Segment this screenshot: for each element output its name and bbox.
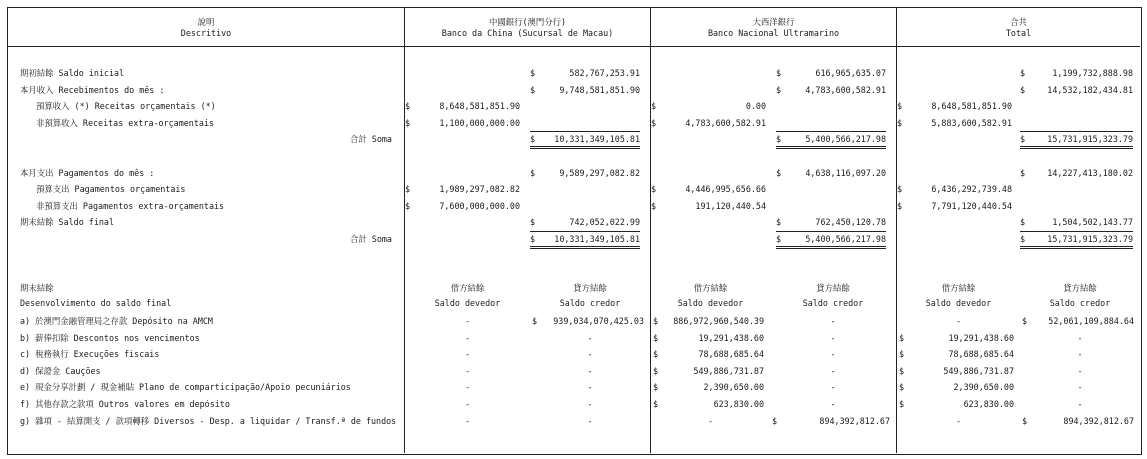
currency-symbol: $ — [897, 184, 903, 194]
dash-cell: - — [464, 382, 471, 392]
currency-symbol: $ — [1020, 168, 1026, 178]
currency-symbol: $ — [530, 217, 536, 227]
amount-cell: 52,061,109,884.64 — [1048, 316, 1134, 326]
column-divider — [896, 7, 897, 453]
dash-cell: - — [464, 349, 471, 359]
final-row-label: d) 保證金 Cauções — [20, 366, 101, 376]
currency-symbol: $ — [1020, 234, 1026, 244]
currency-symbol: $ — [653, 382, 659, 392]
dash-cell: - — [707, 416, 714, 426]
header-boc-zh: 中國銀行(澳門分行) — [488, 17, 567, 27]
currency-symbol: $ — [1020, 217, 1026, 227]
currency-symbol: $ — [651, 184, 657, 194]
dash-cell: - — [587, 349, 593, 359]
currency-symbol: $ — [1020, 68, 1026, 78]
dash-cell: - — [587, 399, 593, 409]
final-title-zh: 期末結餘 — [20, 283, 54, 293]
amount-cell: 8,648,581,851.90 — [931, 101, 1012, 111]
credor-header-zh: 貸方結餘 — [816, 283, 850, 293]
dash-cell: - — [955, 316, 962, 326]
header-descritivo-zh: 說明 — [197, 17, 215, 27]
dash-cell: - — [464, 333, 471, 343]
currency-symbol: $ — [653, 349, 659, 359]
amount-cell: 894,392,812.67 — [819, 416, 890, 426]
currency-symbol: $ — [1022, 316, 1028, 326]
currency-symbol: $ — [405, 201, 411, 211]
currency-symbol: $ — [776, 85, 782, 95]
currency-symbol: $ — [899, 382, 905, 392]
currency-symbol: $ — [530, 168, 536, 178]
total-double-rule — [1020, 246, 1133, 249]
row-label: 合計 Soma — [350, 234, 392, 244]
amount-cell: 191,120,440.54 — [695, 201, 766, 211]
currency-symbol: $ — [1020, 85, 1026, 95]
final-row-label: g) 雜項 - 結算開支 / 款項轉移 Diversos - Desp. a liquidar / Transf.ª de fundos — [20, 416, 397, 426]
row-label: 本月支出 Pagamentos do mês : — [20, 168, 155, 178]
amount-cell: 78,688,685.64 — [948, 349, 1014, 359]
currency-symbol: $ — [530, 85, 536, 95]
header-divider — [7, 46, 1140, 47]
amount-cell: 4,638,116,097.20 — [805, 168, 886, 178]
header-bnu: Banco Nacional Ultramarino — [707, 28, 840, 38]
amount-cell: 7,791,120,440.54 — [931, 201, 1012, 211]
dash-cell: - — [830, 349, 836, 359]
subtotal-rule — [530, 131, 640, 132]
credor-header: Saldo credor — [1049, 298, 1111, 308]
currency-symbol: $ — [899, 333, 905, 343]
dash-cell: - — [464, 416, 471, 426]
total-double-rule — [1020, 146, 1133, 149]
dash-cell: - — [464, 399, 471, 409]
currency-symbol: $ — [897, 201, 903, 211]
row-label: 期初結餘 Saldo inicial — [20, 68, 125, 78]
devedor-header: Saldo devedor — [925, 298, 992, 308]
dash-cell: - — [587, 333, 593, 343]
total-double-rule — [776, 246, 886, 249]
amount-cell: 4,783,600,582.91 — [685, 118, 766, 128]
currency-symbol: $ — [1020, 134, 1026, 144]
dash-cell: - — [955, 416, 962, 426]
currency-symbol: $ — [405, 184, 411, 194]
subtotal-rule — [776, 131, 886, 132]
currency-symbol: $ — [899, 349, 905, 359]
header-bnu-zh: 大西洋銀行 — [752, 17, 795, 27]
amount-cell: 15,731,915,323.79 — [1047, 134, 1133, 144]
row-label: 預算支出 Pagamentos orçamentais — [36, 184, 186, 194]
currency-symbol: $ — [899, 399, 905, 409]
credor-header-zh: 貸方結餘 — [1063, 283, 1097, 293]
dash-cell: - — [830, 316, 836, 326]
total-double-rule — [530, 146, 640, 149]
currency-symbol: $ — [776, 134, 782, 144]
amount-cell: 15,731,915,323.79 — [1047, 234, 1133, 244]
credor-header-zh: 貸方結餘 — [573, 283, 607, 293]
amount-cell: 8,648,581,851.90 — [439, 101, 520, 111]
dash-cell: - — [464, 366, 471, 376]
currency-symbol: $ — [530, 234, 536, 244]
amount-cell: 14,227,413,180.02 — [1047, 168, 1133, 178]
total-double-rule — [530, 246, 640, 249]
currency-symbol: $ — [530, 134, 536, 144]
credor-header: Saldo credor — [559, 298, 621, 308]
amount-cell: 9,589,297,082.82 — [559, 168, 640, 178]
row-label: 本月收入 Recebimentos do mês : — [20, 85, 165, 95]
amount-cell: 5,400,566,217.98 — [805, 234, 886, 244]
currency-symbol: $ — [651, 118, 657, 128]
amount-cell: 762,450,120.78 — [815, 217, 886, 227]
amount-cell: 894,392,812.67 — [1063, 416, 1134, 426]
currency-symbol: $ — [532, 316, 538, 326]
dash-cell: - — [464, 316, 471, 326]
devedor-header: Saldo devedor — [677, 298, 744, 308]
currency-symbol: $ — [651, 101, 657, 111]
header-descritivo: Descritivo — [180, 28, 232, 38]
amount-cell: 6,436,292,739.48 — [931, 184, 1012, 194]
subtotal-rule — [776, 231, 886, 232]
final-row-label: e) 現金分享計劃 / 現金補貼 Plano de comparticipação/Apoio pecuniários — [20, 382, 351, 392]
header-total: Total — [1005, 28, 1032, 38]
credor-header: Saldo credor — [802, 298, 864, 308]
amount-cell: 623,830.00 — [713, 399, 764, 409]
amount-cell: 939,034,070,425.03 — [553, 316, 644, 326]
header-total-zh: 合共 — [1010, 17, 1027, 27]
amount-cell: 2,390,650.00 — [953, 382, 1014, 392]
header-boc: Banco da China (Sucursal de Macau) — [441, 28, 614, 38]
amount-cell: 582,767,253.91 — [569, 68, 640, 78]
amount-cell: 19,291,438.60 — [948, 333, 1014, 343]
amount-cell: 4,446,995,656.66 — [685, 184, 766, 194]
amount-cell: 1,989,297,082.82 — [439, 184, 520, 194]
amount-cell: 14,532,182,434.81 — [1047, 85, 1133, 95]
column-divider — [650, 7, 651, 453]
row-label: 期末結餘 Saldo final — [20, 217, 115, 227]
dash-cell: - — [1077, 399, 1083, 409]
amount-cell: 7,600,000,000.00 — [439, 201, 520, 211]
final-row-label: b) 薪俸扣除 Descontos nos vencimentos — [20, 333, 200, 343]
currency-symbol: $ — [776, 168, 782, 178]
currency-symbol: $ — [651, 201, 657, 211]
currency-symbol: $ — [776, 217, 782, 227]
amount-cell: 78,688,685.64 — [698, 349, 764, 359]
currency-symbol: $ — [530, 68, 536, 78]
dash-cell: - — [1077, 349, 1083, 359]
amount-cell: 1,100,000,000.00 — [439, 118, 520, 128]
dash-cell: - — [830, 399, 836, 409]
devedor-header-zh: 借方結餘 — [941, 283, 976, 293]
currency-symbol: $ — [899, 366, 905, 376]
amount-cell: 886,972,960,540.39 — [673, 316, 764, 326]
amount-cell: 623,830.00 — [963, 399, 1014, 409]
amount-cell: 549,886,731.87 — [943, 366, 1014, 376]
currency-symbol: $ — [897, 118, 903, 128]
devedor-header: Saldo devedor — [434, 298, 501, 308]
dash-cell: - — [830, 333, 836, 343]
subtotal-rule — [1020, 131, 1133, 132]
total-double-rule — [776, 146, 886, 149]
final-row-label: c) 稅務執行 Execuções fiscais — [20, 349, 160, 359]
devedor-header-zh: 借方結餘 — [693, 283, 728, 293]
amount-cell: 9,748,581,851.90 — [559, 85, 640, 95]
amount-cell: 616,965,635.07 — [815, 68, 886, 78]
currency-symbol: $ — [776, 68, 782, 78]
currency-symbol: $ — [653, 333, 659, 343]
dash-cell: - — [587, 416, 593, 426]
amount-cell: 10,331,349,105.81 — [554, 134, 640, 144]
dash-cell: - — [830, 382, 836, 392]
dash-cell: - — [1077, 382, 1083, 392]
final-row-label: f) 其他存款之款項 Outros valores em depósito — [20, 399, 230, 409]
currency-symbol: $ — [776, 234, 782, 244]
currency-symbol: $ — [1022, 416, 1028, 426]
dash-cell: - — [1077, 366, 1083, 376]
amount-cell: 1,504,502,143.77 — [1052, 217, 1133, 227]
devedor-header-zh: 借方結餘 — [450, 283, 485, 293]
currency-symbol: $ — [897, 101, 903, 111]
dash-cell: - — [830, 366, 836, 376]
currency-symbol: $ — [772, 416, 778, 426]
amount-cell: 1,199,732,888.98 — [1052, 68, 1133, 78]
dash-cell: - — [587, 366, 593, 376]
subtotal-rule — [530, 231, 640, 232]
amount-cell: 742,052,022.99 — [569, 217, 640, 227]
amount-cell: 549,886,731.87 — [693, 366, 764, 376]
row-label: 非預算收入 Receitas extra-orçamentais — [36, 118, 215, 128]
row-label: 合計 Soma — [350, 134, 392, 144]
final-title: Desenvolvimento do saldo final — [20, 298, 172, 308]
currency-symbol: $ — [653, 366, 659, 376]
row-label: 預算收入 (*) Receitas orçamentais (*) — [36, 101, 216, 111]
currency-symbol: $ — [653, 399, 659, 409]
amount-cell: 4,783,600,582.91 — [805, 85, 886, 95]
final-row-label: a) 於澳門金融管理局之存款 Depósito na AMCM — [20, 316, 213, 326]
amount-cell: 5,400,566,217.98 — [805, 134, 886, 144]
dash-cell: - — [587, 382, 593, 392]
row-label: 非預算支出 Pagamentos extra-orçamentais — [36, 201, 225, 211]
amount-cell: 19,291,438.60 — [698, 333, 764, 343]
currency-symbol: $ — [653, 316, 659, 326]
dash-cell: - — [1077, 333, 1083, 343]
amount-cell: 5,883,600,582.91 — [931, 118, 1012, 128]
subtotal-rule — [1020, 231, 1133, 232]
amount-cell: 10,331,349,105.81 — [554, 234, 640, 244]
amount-cell: 2,390,650.00 — [703, 382, 764, 392]
currency-symbol: $ — [405, 118, 411, 128]
currency-symbol: $ — [405, 101, 411, 111]
amount-cell: 0.00 — [745, 101, 766, 111]
